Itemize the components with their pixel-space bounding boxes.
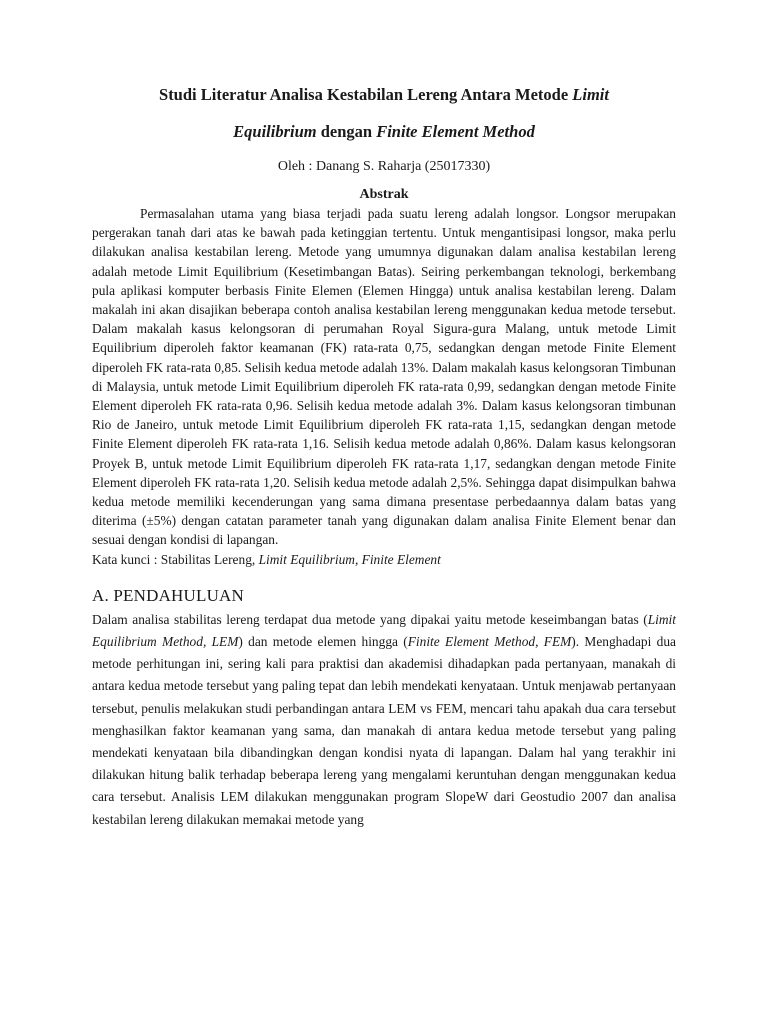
intro-paragraph (92, 609, 676, 831)
intro-text: ) dan metode elemen hingga ( (238, 634, 408, 650)
abstract-body: Permasalahan utama yang biasa terjadi pada suatu lereng adalah longsor. Longsor merupakan pergerakan tanah dari atas ke bawah pada ketinggian tertentu. Untuk mengantisipasi longsor, maka perlu dilakukan analisa kestabilan lereng. Metode yang umumnya digunakan dalam analisa kestabilan lereng adalah metode Limit Equilibrium (Kesetimbangan Batas). Seiring perkembangan teknologi, berkembang pula aplikasi komputer berbasis Finite Elemen (Elemen Hingga) untuk analisa kestabilan lereng. Dalam makalah ini akan disajikan beberapa contoh analisa kestabilan lereng menggunakan kedua metode tersebut. Dalam makalah kasus kelongsoran di perumahan Royal Sigura-gura Malang, untuk metode Limit Equilibrium diperoleh faktor keamanan (FK) rata-rata 0,75, sedangkan dengan metode Finite Element diperoleh FK rata-rata 0,85. Selisih kedua metode adalah 13%. Dalam makalah kasus kelongsoran Timbunan di Malaysia, untuk metode Limit Equilibrium diperoleh FK rata-rata 0,99, sedangkan dengan metode Finite Element diperoleh FK rata-rata 0,96. Selisih kedua metode adalah 3%. Dalam kasus kelongsoran timbunan Rio de Janeiro, untuk metode Limit Equilibrium diperoleh FK rata-rata 1,15, sedangkan dengan metode Finite Element diperoleh FK rata-rata 1,16. Selisih kedua metode adalah 0,86%. Dalam kasus kelongsoran Proyek B, untuk metode Limit Equilibrium diperoleh FK rata-rata 1,17, sedangkan dengan metode Finite Element diperoleh FK rata-rata 1,20. Selisih kedua metode adalah 2,5%. Sehingga dapat disimpulkan bahwa kedua metode memiliki kecenderungan yang sama dimana presentase perbedaannya dalam batas yang diterima (±5%) dengan catatan parameter tanah yang digunakan dalam analisa Finite Element benar dan sesuai dengan kondisi di lapangan. (92, 206, 676, 548)
abstract-heading: Abstrak (359, 187, 409, 202)
title-text: Studi Literatur Analisa Kestabilan Lereng Antara Metode (159, 85, 573, 104)
author-line: Oleh : Danang S. Raharja (25017330) (277, 159, 491, 174)
paper-title-line-2 (92, 121, 676, 142)
intro-italic-text: Limit Equilibrium Method, LEM (92, 611, 676, 650)
intro-text: Dalam analisa stabilitas lereng terdapat dua metode yang dipakai yaitu metode keseimbangan batas ( (92, 611, 648, 627)
section-heading: A. PENDAHULUAN (92, 585, 245, 605)
keywords-line (92, 550, 676, 569)
title-text: dengan (316, 122, 377, 141)
paper-title-line-1 (92, 84, 676, 105)
intro-text: ). Menghadapi dua metode perhitungan ini, sering kali para praktisi dan akademisi dihadapkan pada pertanyaan, manakah di antara kedua metode tersebut yang paling tepat dan lebih mendekati kenyataan. Untuk menjawab pertanyaan tersebut, penulis melakukan studi perbandingan antara LEM vs FEM, mencari tahu apakah dua cara tersebut menghasilkan faktor keamanan yang sama, dan manakah di antara kedua metode tersebut yang paling mendekati kenyataan bila dibandingkan dengan kondisi nyata di lapangan. Dalam hal yang terakhir ini dilakukan hitung balik terhadap beberapa lereng yang mengalami keruntuhan dengan menggunakan kedua cara tersebut. Analisis LEM dilakukan menggunakan program SlopeW dari Geostudio 2007 dan analisa kestabilan lereng dilakukan memakai metode yang (92, 634, 676, 827)
title-italic-text: Finite Element Method (376, 122, 535, 141)
intro-italic-text: Finite Element Method, FEM (407, 634, 572, 650)
keywords-italic: Limit Equilibrium, Finite Element (258, 551, 441, 567)
title-italic-text: Equilibrium (233, 122, 317, 141)
keywords-label: Kata kunci : Stabilitas Lereng, (92, 551, 259, 567)
document-page (92, 84, 676, 831)
title-italic-text: Limit (572, 85, 609, 104)
